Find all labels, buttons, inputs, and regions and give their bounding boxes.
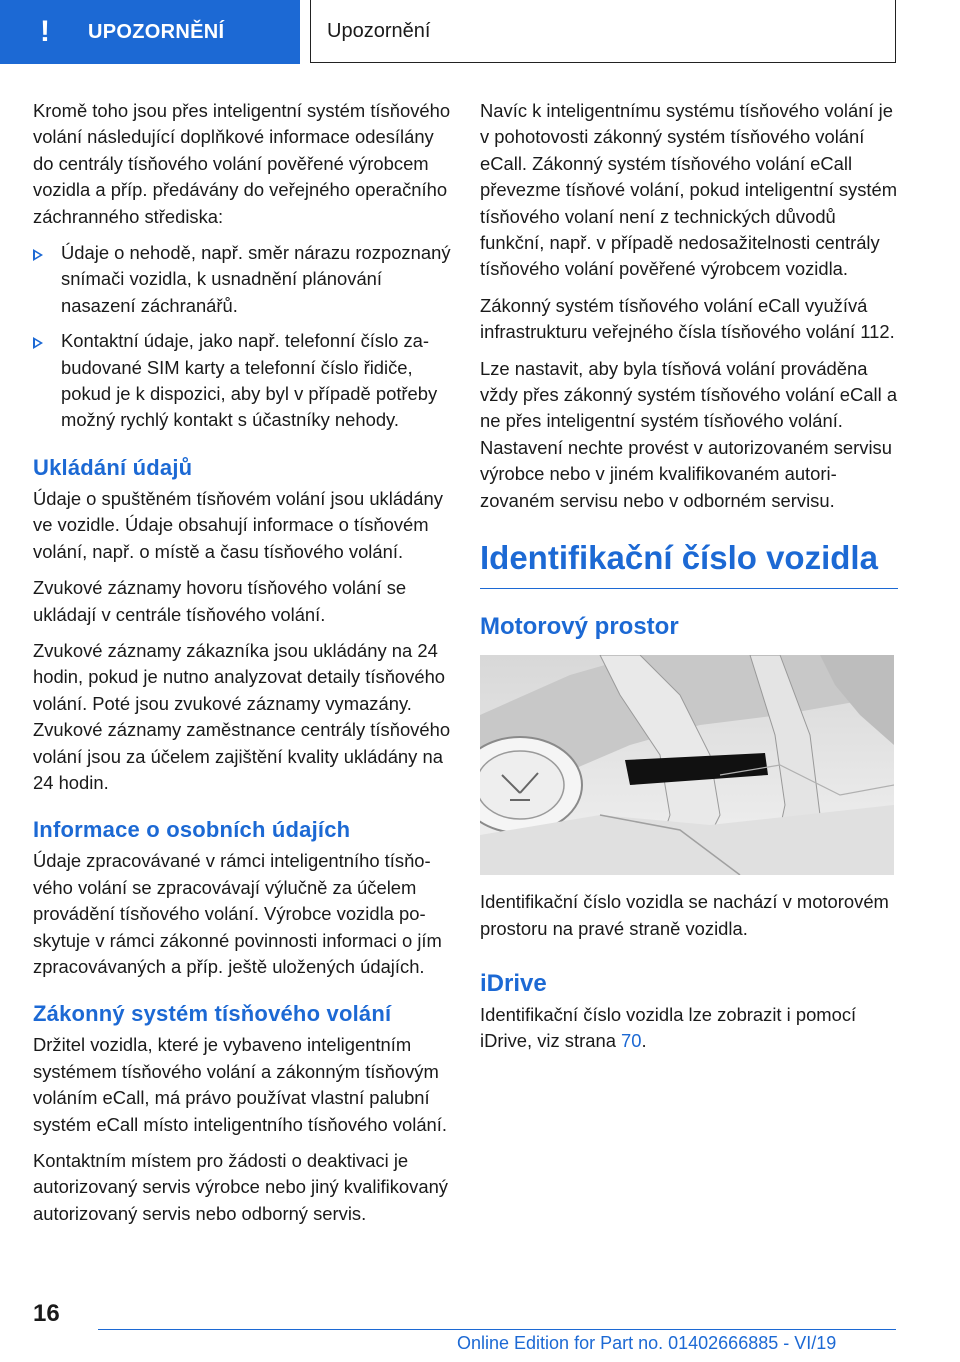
bullet-item: Údaje o nehodě, např. směr nárazu rozpoznaný snímači vozidla, k usnadnění plánování nasazení záchranářů. — [33, 240, 451, 319]
storage-paragraph: Údaje o spuštěném tísňovém volání jsou ukládány ve vozidle. Údaje obsahují informace o tísňovém volání, např. o místě a času tísňového volání. — [33, 487, 443, 562]
engine-compartment-illustration — [480, 655, 894, 875]
engine-compartment-image — [480, 655, 894, 875]
warning-icon: ! — [40, 15, 50, 48]
bullet-item: Kontaktní údaje, jako např. telefonní číslo zabudované SIM karty a telefonní číslo řidiče, pokud je k dispozici, aby byl v případě potřeby možný rychlý kontakt s účastníky nehody. — [33, 328, 451, 434]
left-column — [33, 98, 451, 1237]
right-column — [480, 98, 898, 1065]
storage-paragraph: Zvukové záznamy zákazníka jsou ukládány na 24 hodin, pokud je nutno analyzovat detaily tísňového volání. Poté jsou zvukové záznamy vymazány. Zvukové záznamy zaměstnance centrály tísňového volání jsou za účelem zajištění kvality ukládány na 24 hodin. — [33, 639, 451, 793]
heading-data-storage: Ukládání údajů — [33, 454, 193, 480]
info-bullet-list — [33, 240, 451, 434]
vin-location-paragraph: Identifikační číslo vozidla se nachází v motorovém prostoru na pravé straně vozidla. — [480, 891, 889, 939]
ecall-paragraph: Lze nastavit, aby byla tísňová volání prováděna vždy přes zákonný systém tísňového volání eCall a ne přes inteligentní systém tísňového volání. Nastavení nechte provést v autorizovaném servisu výrobce nebo v jiném kvalifikovaném autorizovaném servisu nebo v odborném servisu. — [480, 357, 898, 511]
triangle-bullet-icon — [33, 337, 43, 349]
footer-divider — [98, 1329, 896, 1330]
chapter-title-box — [310, 0, 896, 63]
footer-edition-text: Online Edition for Part no. 01402666885 - VI/19 — [457, 1333, 837, 1353]
triangle-bullet-icon — [33, 249, 43, 261]
page-reference-link[interactable]: 70 — [621, 1030, 642, 1052]
ecall-paragraph: Zákonný systém tísňového volání eCall využívá infrastrukturu veřejného čísla tísňového volání 112. — [480, 294, 895, 343]
section-tab — [0, 0, 300, 64]
heading-engine-compartment: Motorový prostor — [480, 613, 679, 641]
page-number: 16 — [33, 1300, 60, 1327]
storage-paragraph: Zvukové záznamy hovoru tísňového volání se ukládají v centrále tísňového volání. — [33, 577, 407, 625]
legal-paragraph: Kontaktním místem pro žádosti o deaktivaci je autorizovaný servis výrobce nebo jiný kvalifikovaný autorizovaný servis nebo odborný servis. — [33, 1150, 449, 1224]
page-header — [0, 0, 960, 66]
heading-personal-data: Informace o osobních údajích — [33, 817, 351, 843]
legal-paragraph: Držitel vozidla, které je vybaveno inteligentním systémem tísňového volání a zákonným tísňovým voláním eCall, má právo používat vlastní palubní systém eCall místo inteligentního tísňového volání. — [33, 1034, 448, 1135]
idrive-paragraph: Identifikační číslo vozidla lze zobrazit i pomocí iDrive, viz strana 70. — [480, 1003, 857, 1052]
heading-vin: Identifikační číslo vozidla — [480, 536, 898, 589]
ecall-paragraph: Navíc k inteligentnímu systému tísňového volání je v pohotovosti zákonný systém tísňového volání eCall. Zákonný systém tísňového volání eCall převezme tísňové volání, pokud inteligentní systém tísňového volaní není z technických důvodů funkční, např. v případě nedosažitelnosti centrály tísňového volání pověřené výrobcem vozidla. — [480, 100, 898, 280]
heading-idrive: iDrive — [480, 969, 547, 997]
section-tab-label: UPOZORNĚNÍ — [88, 20, 225, 43]
intro-paragraph: Kromě toho jsou přes inteligentní systém tísňového volání následující doplňkové informace odesílány do centrály tísňového volání pověřené výrobcem vozidla a příp. předávány do veřejného operačního záchranného střediska: — [33, 100, 451, 227]
heading-legal-emergency-call: Zákonný systém tísňového volání — [33, 1001, 392, 1027]
personal-data-paragraph: Údaje zpracovávané v rámci inteligentního tísňového volání se zpracovávají výlučně za účelem provádění tísňového volání. Výrobce vozidla poskytuje v rámci zákonné povinnosti informaci o jím zpracovávaných a příp. ještě uložených údajích. — [33, 850, 442, 977]
chapter-title: Upozornění — [327, 19, 431, 42]
